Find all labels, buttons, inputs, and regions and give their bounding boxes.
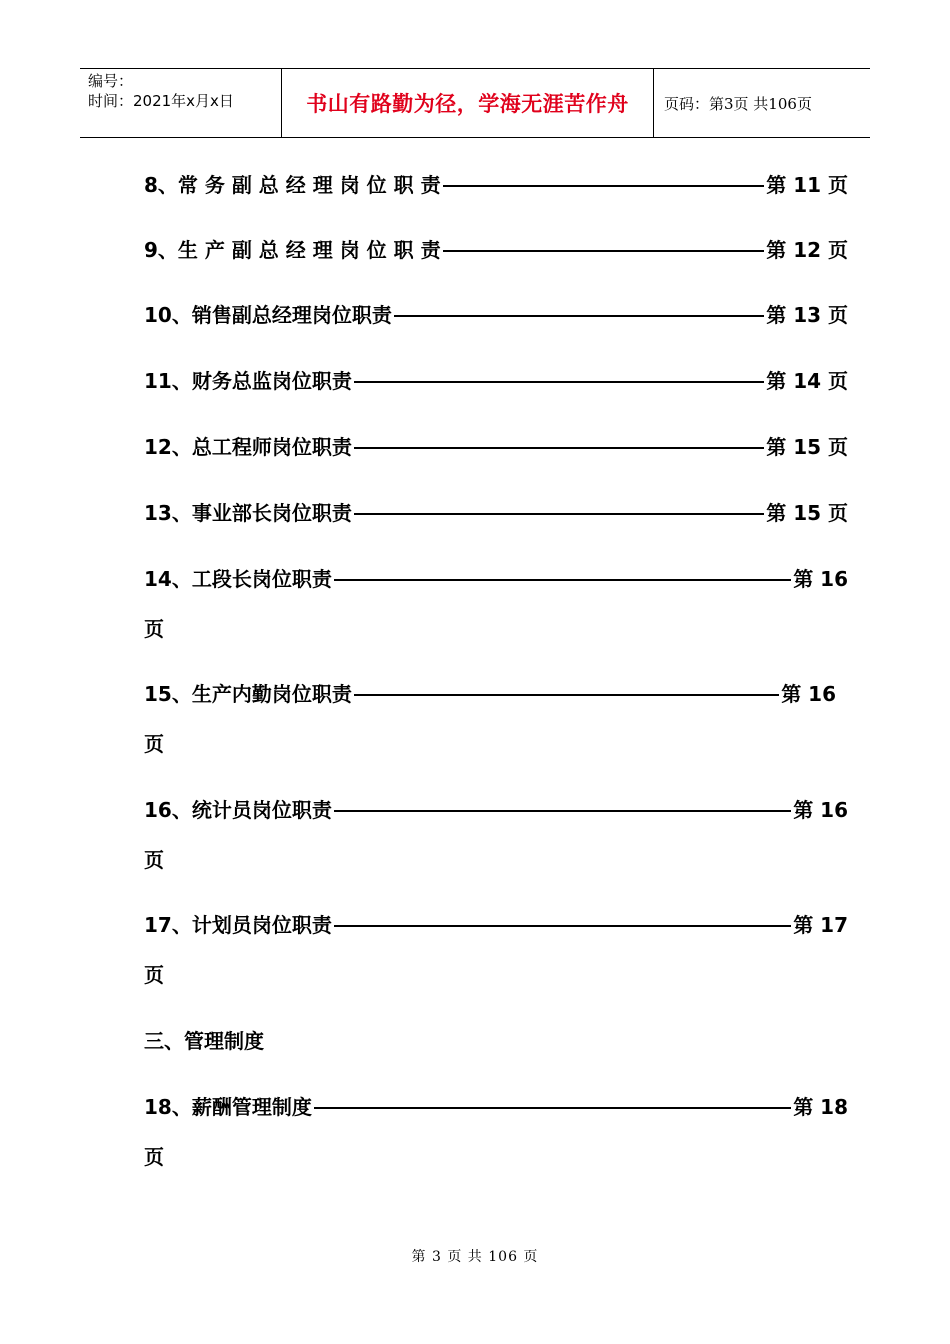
number-label: 编号： [88,72,134,90]
toc-entry [144,681,836,757]
toc-entry [144,368,848,394]
header-page-cell [654,69,870,137]
toc-entry-page-wrap: 页 [144,617,164,641]
toc-entry-page: 第 13 页 [766,303,848,327]
leader-line [354,447,764,449]
toc-entry [144,797,848,873]
toc-entry-title: 16、统计员岗位职责 [144,798,332,822]
page-footer: 第 3 页 共 106 页 [411,1249,539,1265]
toc-entry [144,912,848,988]
header-page-info: 页码：第3页 共106页 [664,94,812,113]
toc-entry [144,237,848,263]
leader-line [394,315,764,317]
toc-entry-title: 18、薪酬管理制度 [144,1095,312,1119]
section-heading: 三、管理制度 [144,1029,264,1053]
toc-entry [144,172,848,198]
toc-entry-page-wrap: 页 [144,1145,164,1169]
toc-entry-page-wrap: 页 [144,732,164,756]
toc-entry-page-wrap: 页 [144,963,164,987]
leader-line [443,250,765,252]
toc-entry-page-wrap: 页 [144,848,164,872]
toc-entry-page: 第 14 页 [766,369,848,393]
toc-entry-page: 第 16 [781,682,836,706]
leader-line [334,925,791,927]
toc-entry-page: 第 15 页 [766,501,848,525]
leader-line [314,1107,791,1109]
toc-entry [144,302,848,328]
document-header [80,68,870,138]
leader-line [354,694,779,696]
header-motto: 书山有路勤为径，学海无涯苦作舟 [306,92,629,116]
leader-line [354,381,764,383]
toc-entry-title: 15、生产内勤岗位职责 [144,682,352,706]
toc-entry-title: 12、总工程师岗位职责 [144,435,352,459]
date-label: 时间：2021年x月x日 [88,92,234,110]
toc-entry-title: 13、事业部长岗位职责 [144,501,352,525]
toc-entry [144,566,848,642]
toc-entry-page: 第 11 页 [766,173,848,197]
leader-line [443,185,765,187]
toc-entry-page: 第 15 页 [766,435,848,459]
header-motto-cell [282,69,654,137]
toc-entry-page: 第 17 [793,913,848,937]
leader-line [334,579,791,581]
toc-entry-title: 14、工段长岗位职责 [144,567,332,591]
toc-entry-title: 11、财务总监岗位职责 [144,369,352,393]
toc-entry [144,1094,848,1170]
toc-entry-title: 17、计划员岗位职责 [144,913,332,937]
toc-entry-title: 8、常 务 副 总 经 理 岗 位 职 责 [144,173,441,197]
toc-entry-page: 第 16 [793,798,848,822]
toc-entry [144,434,848,460]
header-meta-cell [80,69,282,137]
toc-entry-page: 第 12 页 [766,238,848,262]
toc-entry-page: 第 16 [793,567,848,591]
leader-line [334,810,791,812]
leader-line [354,513,764,515]
toc-entry-title: 10、销售副总经理岗位职责 [144,303,392,327]
toc-entry [144,500,848,526]
toc-entry-page: 第 18 [793,1095,848,1119]
toc-entry-title: 9、生 产 副 总 经 理 岗 位 职 责 [144,238,441,262]
